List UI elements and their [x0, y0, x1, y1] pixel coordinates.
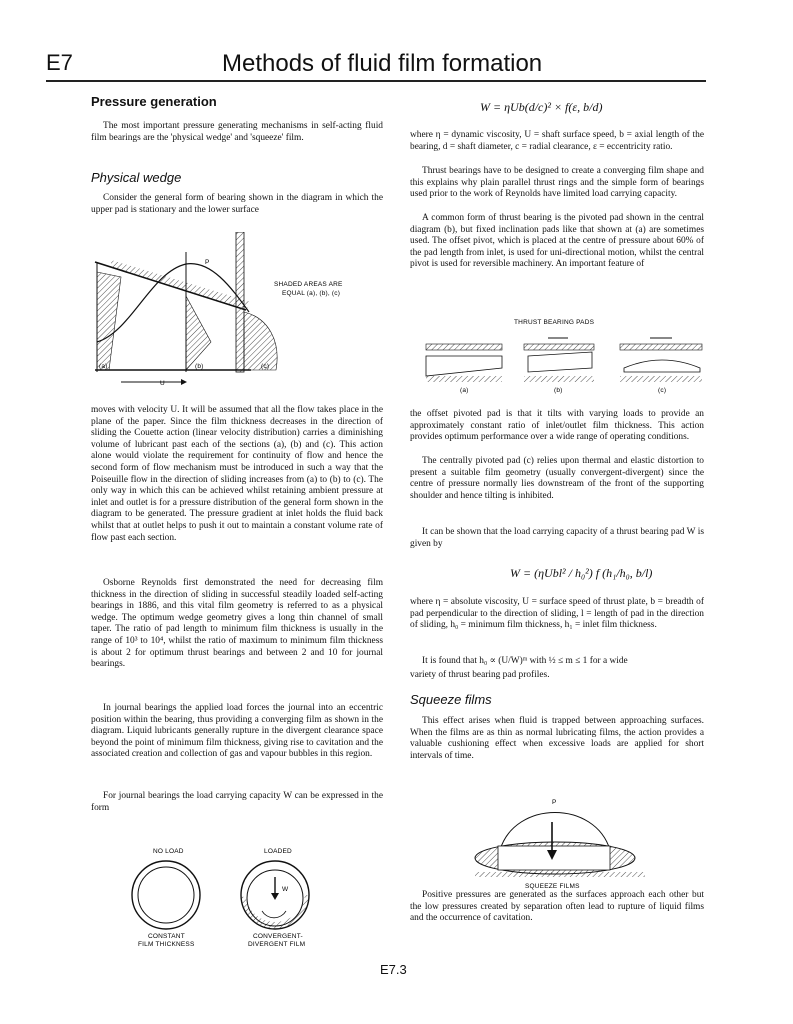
para-load: For journal bearings the load carrying capacity W can be expressed in the form	[91, 791, 383, 813]
pad-b-label: (b)	[554, 387, 563, 394]
page-title: Methods of fluid film formation	[222, 50, 543, 77]
constant-label-2: FILM THICKNESS	[138, 941, 195, 948]
para-where2: where η = absolute viscosity, U = surface speed of thrust plate, b = breadth of pad perpendicular to the direction of sliding, l = length of pad in the direction of sliding, h₀ = minimum film thickness, h₁ = inlet film thickness.	[410, 597, 704, 631]
para-shown: It can be shown that the load carrying capacity of a thrust bearing pad W is given by	[410, 527, 704, 549]
constant-label-1: CONSTANT	[148, 933, 185, 940]
no-load-label: NO LOAD	[153, 848, 184, 855]
journal-bearing-diagram	[110, 843, 350, 953]
no-load-bearing	[132, 861, 200, 929]
section-c	[236, 232, 277, 372]
heading-physical-wedge: Physical wedge	[91, 170, 182, 185]
arrow-head	[181, 379, 187, 385]
physical-wedge-diagram	[91, 232, 391, 392]
para-thrust2: A common form of thrust bearing is the pivoted pad shown in the central diagram (b), but fixed inclination pads like that shown at (a) are sometimes used. The offset pivot, which is placed at the centre of pressure about 60% of the pad length from inlet, is used for uni-directional motion, whilst the central pivot is used for reversible machinery. An important feature of	[410, 213, 704, 270]
para-intro: The most important pressure generating mechanisms in self-acting fluid film bearings are the 'physical wedge' and 'squeeze' film.	[91, 121, 383, 143]
squeeze-film-region	[475, 822, 635, 874]
pad-a-label: (a)	[460, 387, 469, 394]
loaded-label: LOADED	[264, 848, 292, 855]
para-squeeze: This effect arises when fluid is trapped between approaching surfaces. When the films are as thin as normal lubricating films, the action provides a valuable cushioning effect when excessive loads are applied for short intervals of time.	[410, 716, 704, 761]
para-offset: the offset pivoted pad is that it tilts with varying loads to provide an approximately constant ratio of inlet/outlet film thickness. This action provides optimum performance over a wide range of operating conditions.	[410, 409, 704, 443]
equation-thrust-load: W = (ηUbl² / h₀²) f (h₁/h₀, b/l)	[510, 566, 653, 580]
para-journal: In journal bearings the applied load forces the journal into an eccentric position within the bearing, thus providing a converging film as shown in the diagram. Liquid lubricants generally rupture in the divergent clearance space beyond the point of minimum film thickness, giving rise to cavitation and the associated creation and collection of gas and vapour bubbles in this region.	[91, 703, 383, 760]
pad-b	[524, 338, 594, 382]
convergent-label-2: DIVERGENT FILM	[248, 941, 306, 948]
section-code: E7	[46, 50, 73, 75]
pad-c	[620, 338, 702, 382]
label-c: (c)	[261, 363, 270, 370]
pressure-label: P	[205, 259, 210, 266]
section-a	[97, 262, 121, 372]
load-w-label: W	[282, 886, 289, 893]
equation-journal-load: W = ηUb(d/c)² × f(ε, b/d)	[480, 100, 603, 114]
shaded-note-line2: EQUAL (a), (b), (c)	[282, 290, 341, 297]
para-found: It is found that h₀ ∝ (U/W)ᵐ with ½ ≤ m ≤ 1 for a wide	[422, 656, 628, 666]
para-variety: variety of thrust bearing pad profiles.	[410, 670, 550, 680]
para-positive: Positive pressures are generated as the surfaces approach each other but the low pressures created by separation often lead to rupture of liquid films and the occurrence of cavitation.	[410, 890, 704, 924]
squeeze-films-label: SQUEEZE FILMS	[525, 883, 580, 890]
para-central: The centrally pivoted pad (c) relies upon thermal and elastic distortion to present a suitable film geometry (usually convergent-divergent) since the centre of pressure normally lies downstream of the front of the supporting shoulder and hence tilting is inhibited.	[410, 456, 704, 501]
loaded-bearing	[241, 861, 309, 929]
squeeze-p-label: P	[552, 799, 557, 806]
para-thrust1: Thrust bearings have to be designed to create a converging film shape and this explains why plain parallel thrust rings and the simple form of bearings used prior to the work of Reynolds have limited load carrying capacity.	[410, 166, 704, 200]
header-rule	[46, 80, 706, 82]
label-b: (b)	[195, 363, 204, 370]
convergent-label-1: CONVERGENT-	[253, 933, 303, 940]
para-wedge: Consider the general form of bearing shown in the diagram in which the upper pad is stationary and the lower surface	[91, 193, 383, 215]
pad-a	[426, 344, 502, 382]
shaded-note-line1: SHADED AREAS ARE	[274, 281, 343, 288]
heading-squeeze-films: Squeeze films	[410, 692, 492, 707]
page-number: E7.3	[380, 962, 407, 977]
para-osborne: Osborne Reynolds first demonstrated the need for decreasing film thickness in the direction of sliding in successful steadily loaded self-acting bearings in 1886, and this vital film geometry is referred to as a physical wedge. The optimum wedge geometry gives a long thin channel of small taper. The ratio of pad length to minimum film thickness is usually in the range of 10³ to 10⁴, whilst the ratio of maximum to minimum film thickness is about 2 for optimum thrust bearings and between 2 and 10 for journal bearings.	[91, 578, 383, 670]
label-u: U	[160, 380, 165, 387]
label-a: (a)	[99, 363, 108, 370]
para-where1: where η = dynamic viscosity, U = shaft surface speed, b = axial length of the bearing, d = shaft diameter, c = radial clearance, ε = eccentricity ratio.	[410, 130, 704, 152]
squeeze-base	[475, 872, 645, 877]
heading-pressure-generation: Pressure generation	[91, 94, 217, 109]
section-b	[186, 252, 211, 372]
thrust-pads-diagram	[420, 316, 710, 396]
thrust-pads-title: THRUST BEARING PADS	[514, 319, 595, 326]
pad-c-label: (c)	[658, 387, 667, 394]
squeeze-films-diagram	[470, 790, 690, 890]
para-moves: moves with velocity U. It will be assumed that all the flow takes place in the plane of the paper. Since the film thickness decreases in the direction of sliding the Couette action (linear velocity distribution) carries a diminishing volume of lubricant past each of the sections (a), (b) and (c). This action alone would violate the requirement for continuity of flow and hence the second form of flow mechanism must be introduced in such a way that the Poiseuille flow in the direction of sliding increases from (a) to (b) to (c). The only way in which this can be achieved whilst retaining ambient pressure at inlet and outlet is for a pressure distribution of the general form shown in the diagram to be generated. The pressure gradient at inlet holds the fluid back whilst that at outlet helps to push it out to maintain a constant volume rate of flow past each section.	[91, 405, 383, 543]
